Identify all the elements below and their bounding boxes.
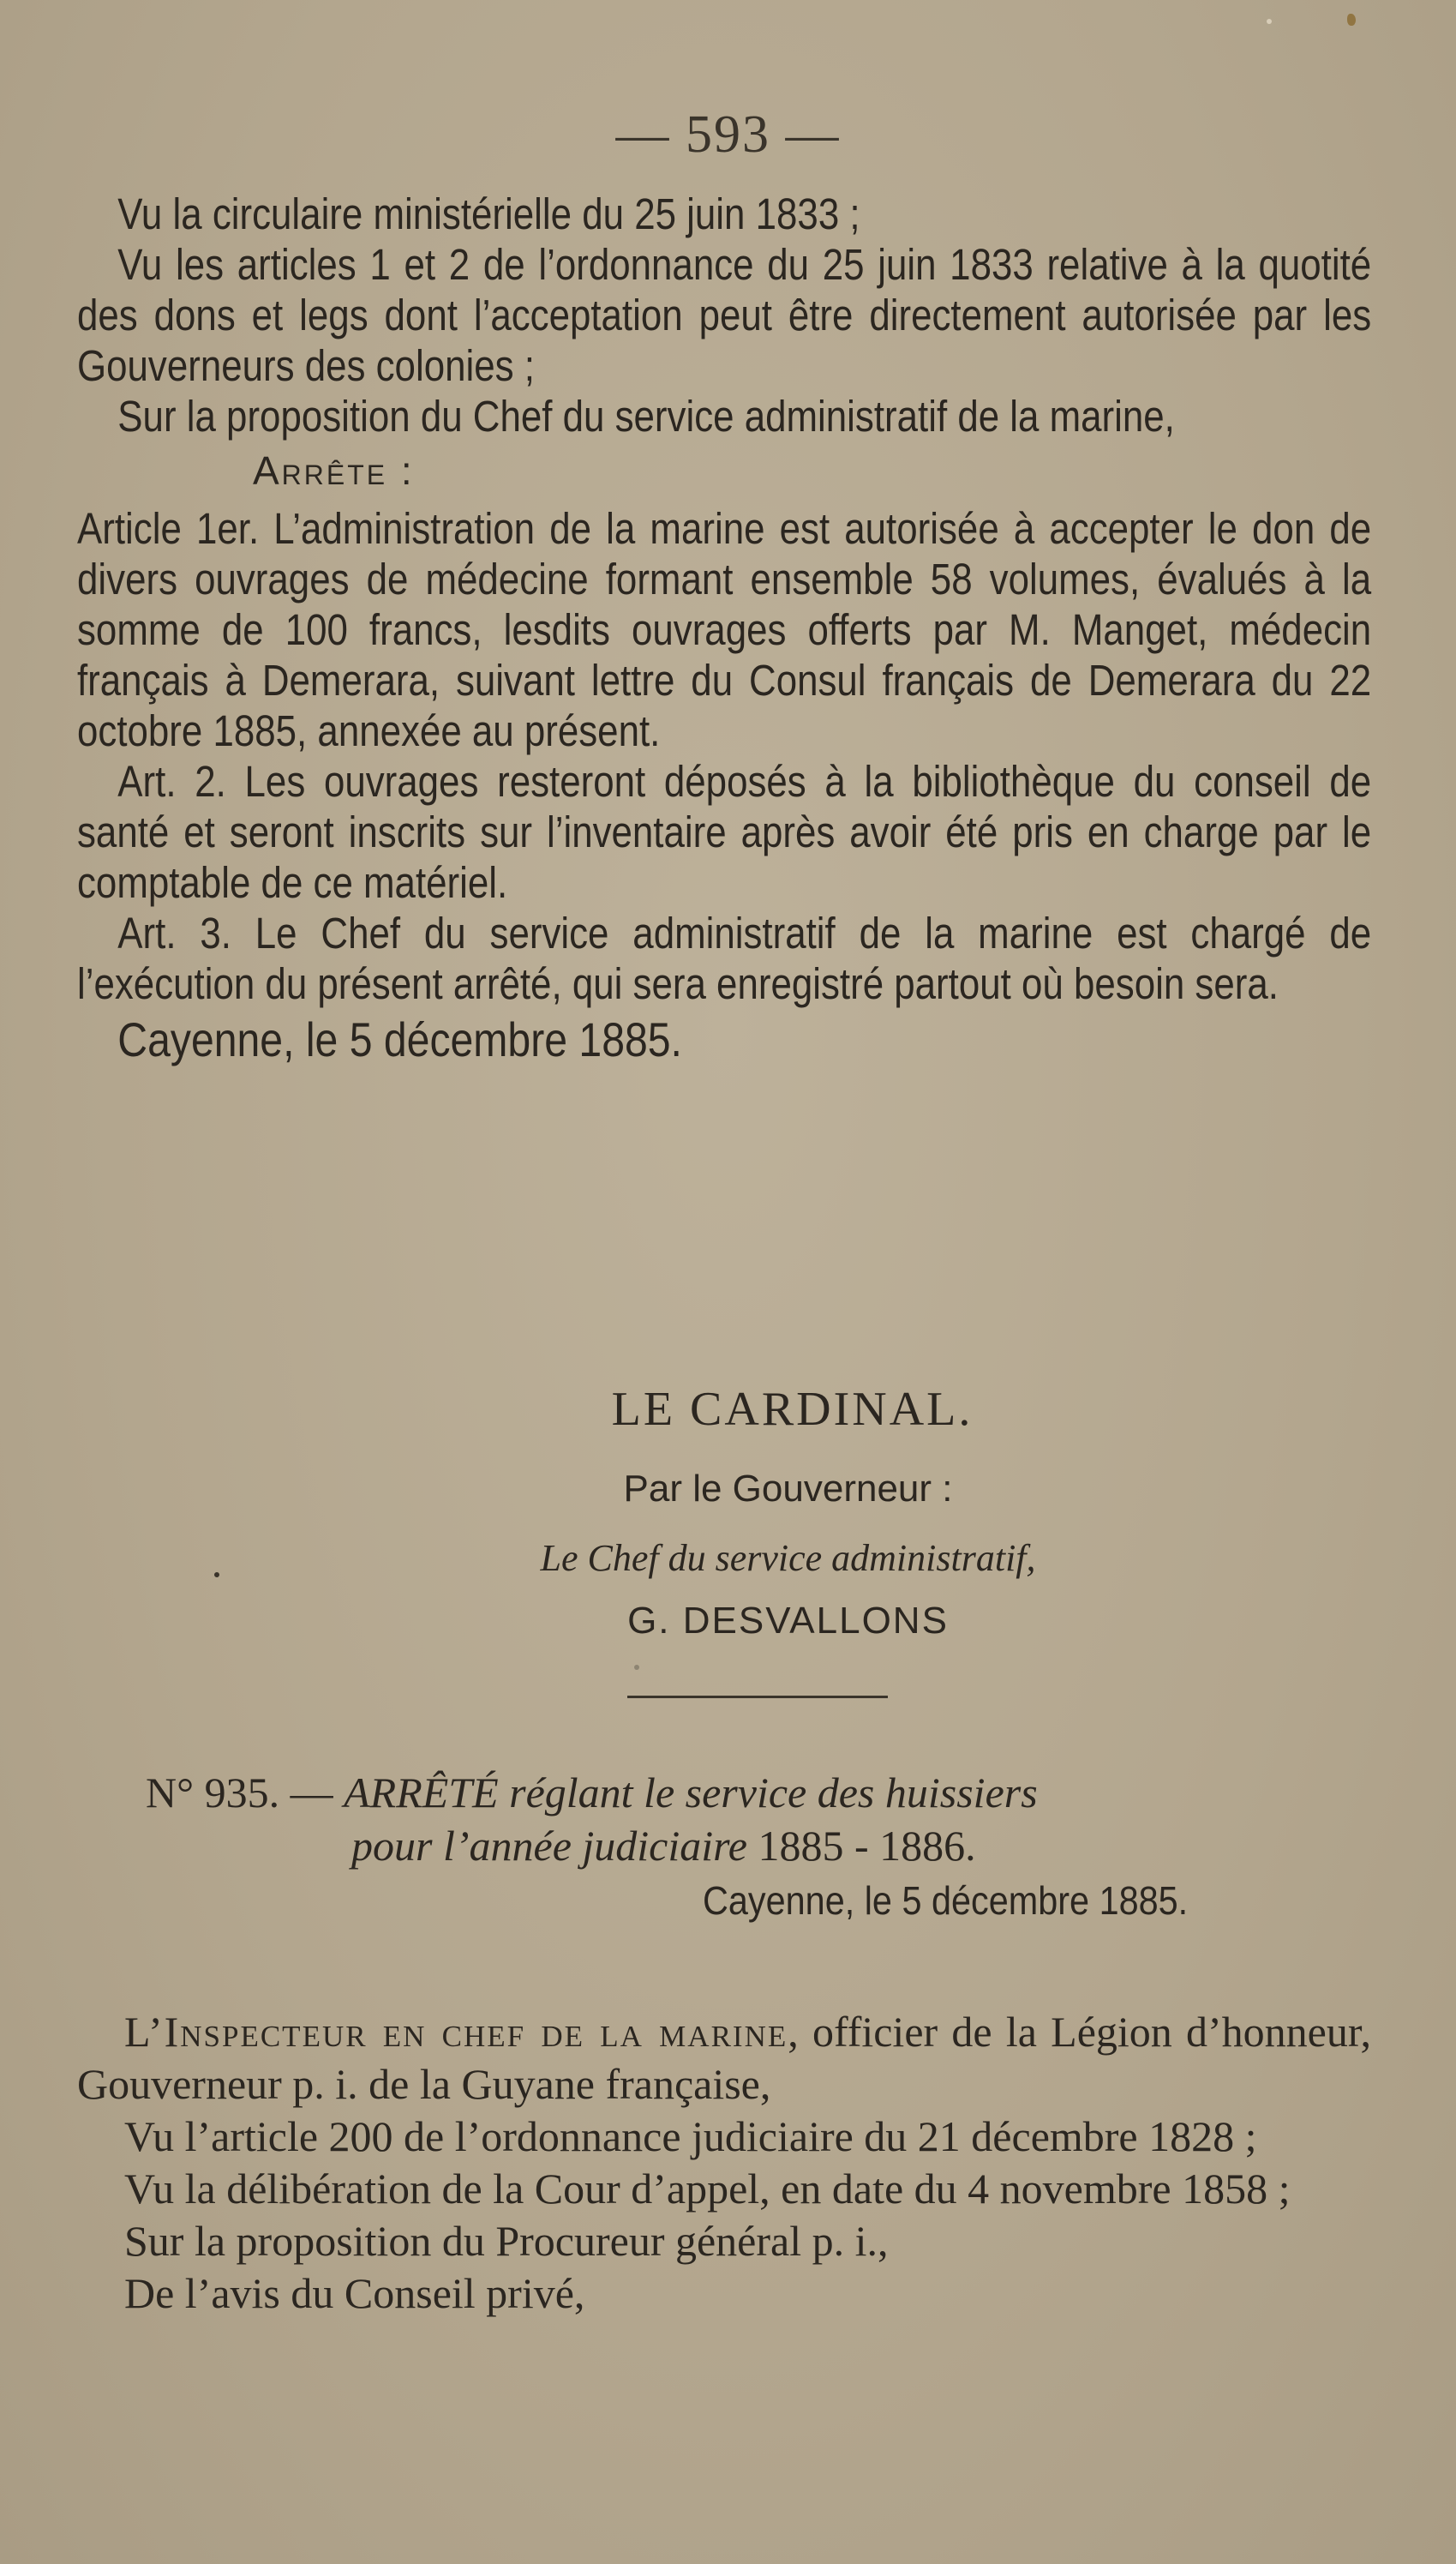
recital-ordonnance: Vu les articles 1 et 2 de l’ordonnance du 25 juin 1833 relative à la quotité des dons et legs dont l’acceptation peut être directement autorisée par les Gouverneurs des colonies ; [77, 240, 1372, 390]
signatory-role: Le Chef du service administratif, [540, 1537, 1036, 1579]
recital-conseil: De l’avis du Conseil privé, [124, 2269, 585, 2317]
intro-title-caps: L’Inspecteur en chef de la marine [124, 2008, 788, 2056]
ink-speck [1347, 14, 1356, 26]
recital-article-200: Vu l’article 200 de l’ordonnance judiciaire du 21 décembre 1828 ; [124, 2112, 1257, 2160]
signatory-by: Par le Gouverneur : [623, 1468, 953, 1510]
recital-procureur: Sur la proposition du Procureur général p. i., [124, 2217, 889, 2265]
decree-2-body [77, 2006, 1371, 2320]
decree-2-date: Cayenne, le 5 décembre 1885. [703, 1878, 1189, 1923]
page-number: — 593 — [615, 105, 841, 164]
place-date: Cayenne, le 5 décembre 1885. [117, 1012, 682, 1066]
signatory-official: G. DESVALLONS [627, 1600, 949, 1642]
paper-speck [1267, 19, 1272, 24]
article-3: Art. 3. Le Chef du service administratif de la marine est chargé de l’exécution du présent arrêté, qui sera enregistré partout où besoin sera. [77, 909, 1372, 1008]
arrete-heading: Arrête : [253, 448, 415, 493]
decree-1-body [77, 189, 1371, 1071]
article-2: Art. 2. Les ouvrages resteront déposés à la bibliothèque du conseil de santé et seront inscrits sur l’inventaire après avoir été pris en charge par le comptable de ce matériel. [77, 757, 1372, 907]
decree-2-title [146, 1766, 1345, 1872]
article-1: Article 1er. L’administration de la marine est autorisée à accepter le don de divers ouvrages de médecine formant ensemble 58 volumes, évalués à la somme de 100 francs, lesdits ouvrages offerts par M. Manget, médecin français à Demerara, suivant lettre du Consul français de Demerara du 22 octobre 1885, annexée au présent. [77, 504, 1372, 755]
signatory-name: LE CARDINAL. [611, 1383, 974, 1436]
decree-title-part1: ARRÊTÉ réglant le service des huissiers [344, 1768, 1038, 1816]
decree-title-part2: pour l’année judiciaire [351, 1822, 747, 1870]
decree-title-years: 1885 - 1886. [758, 1822, 976, 1870]
recital-proposition: Sur la proposition du Chef du service administratif de la marine, [117, 392, 1175, 441]
recital-deliberation: Vu la délibération de la Cour d’appel, en date du 4 novembre 1858 ; [124, 2165, 1291, 2213]
section-divider [627, 1696, 888, 1698]
ink-dot [634, 1665, 639, 1670]
decree-2-intro [77, 2006, 1371, 2111]
recital-circulaire: Vu la circulaire ministérielle du 25 juin 1833 ; [117, 189, 860, 238]
intro-rest: , officier de la Légion d’honneur, Gouverneur p. i. de la Guyane française, [77, 2008, 1371, 2108]
decree-number: N° 935. — [146, 1768, 333, 1816]
